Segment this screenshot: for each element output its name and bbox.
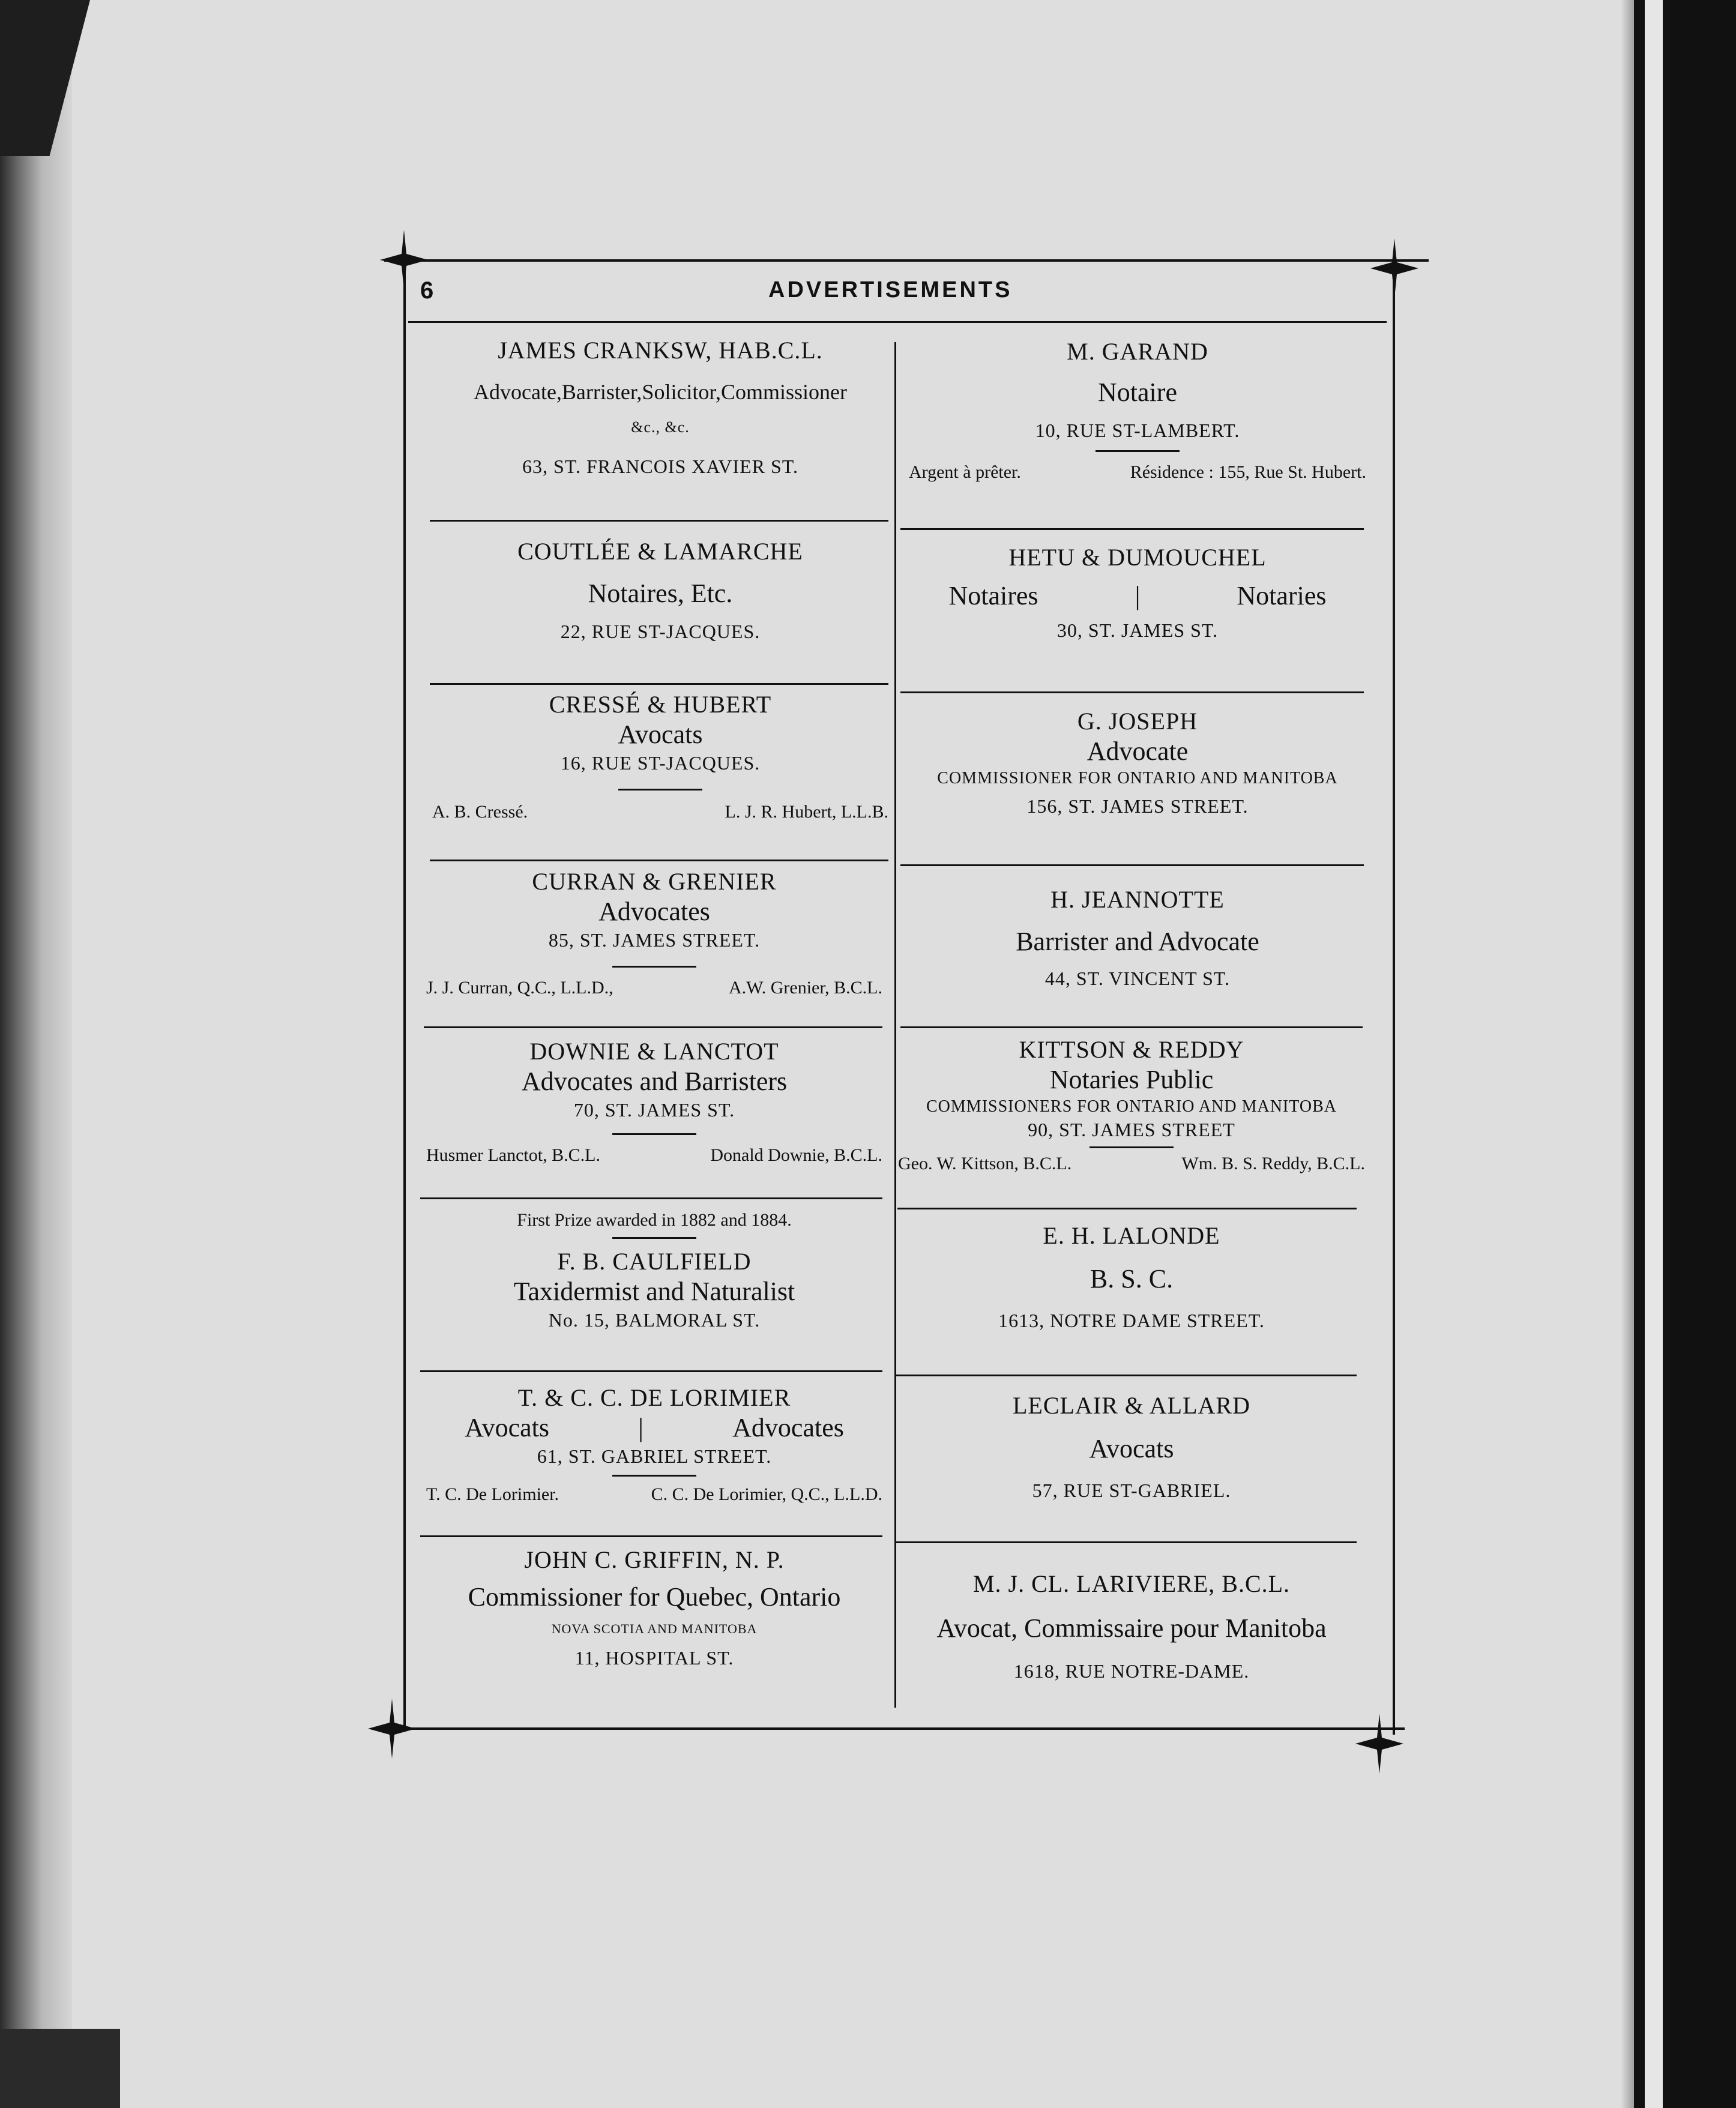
ad-name: E. H. LALONDE	[1043, 1222, 1220, 1249]
ad-title-divider: |	[638, 1413, 643, 1442]
ad-partner-right: C. C. De Lorimier, Q.C., L.L.D.	[651, 1484, 882, 1505]
ad-partners	[894, 1153, 1369, 1175]
ad-title-right: Advocates	[732, 1413, 844, 1442]
header-rule	[408, 321, 1387, 323]
ad-address: 85, ST. JAMES STREET.	[548, 929, 761, 951]
ad-title-divider: |	[1135, 581, 1141, 610]
ad-partner-left: Husmer Lanctot, B.C.L.	[426, 1145, 600, 1166]
ad-cranksw	[426, 336, 894, 480]
ad-title: Notaire	[1098, 378, 1177, 407]
scan-left-edge	[0, 0, 72, 2108]
ad-title-left: Avocats	[465, 1413, 549, 1442]
ad-address: 30, ST. JAMES ST.	[1056, 619, 1219, 641]
ad-address: 63, ST. FRANCOIS XAVIER ST.	[522, 455, 798, 477]
scan-bottom-left-dark	[0, 2029, 120, 2108]
ad-line: Advocate,Barrister,Solicitor,Commissioner	[473, 380, 847, 404]
ad-name: G. JOSEPH	[1077, 708, 1198, 735]
ad-separator	[420, 1370, 882, 1372]
ad-address: No. 15, BALMORAL ST.	[548, 1308, 761, 1331]
ad-curran	[420, 867, 888, 999]
ad-address: 156, ST. JAMES STREET.	[1026, 795, 1249, 818]
ad-address: 61, ST. GABRIEL STREET.	[537, 1445, 772, 1467]
ad-address: 57, RUE ST-GABRIEL.	[1032, 1479, 1231, 1501]
ad-short-rule	[612, 966, 696, 968]
scan-right-fold	[1621, 0, 1635, 2108]
ad-partner-left: J. J. Curran, Q.C., L.L.D.,	[426, 978, 613, 998]
ad-name: HETU & DUMOUCHEL	[1008, 544, 1267, 571]
ad-name: CRESSÉ & HUBERT	[549, 691, 772, 718]
ad-downie	[420, 1037, 888, 1166]
ad-caulfield	[420, 1209, 888, 1333]
ad-partners	[420, 1145, 888, 1166]
ad-joseph	[900, 707, 1375, 819]
ad-name: T. & C. C. DE LORIMIER	[517, 1384, 791, 1411]
ad-partners	[900, 462, 1375, 483]
scan-left-dark-corner	[0, 0, 90, 156]
ad-name: M. GARAND	[1067, 338, 1208, 365]
ad-partner-left: A. B. Cressé.	[432, 802, 528, 822]
ad-address: 1613, NOTRE DAME STREET.	[998, 1309, 1265, 1331]
ad-coutlee	[426, 537, 894, 644]
ad-address: 16, RUE ST-JACQUES.	[560, 751, 761, 774]
ad-note-left: Argent à prêter.	[909, 462, 1021, 483]
ad-title: Notaries Public	[1049, 1065, 1214, 1094]
ad-leclair	[894, 1391, 1369, 1503]
ad-partner-right: A.W. Grenier, B.C.L.	[729, 978, 882, 998]
ad-title: Advocates and Barristers	[521, 1067, 788, 1096]
ad-title-row	[420, 1412, 888, 1444]
ad-partners	[420, 1484, 888, 1505]
ad-short-rule	[612, 1475, 696, 1477]
ad-name: JOHN C. GRIFFIN, N. P.	[524, 1546, 785, 1573]
ad-address: 10, RUE ST-LAMBERT.	[1035, 419, 1240, 441]
ad-partner-right: L. J. R. Hubert, L.L.B.	[725, 802, 888, 822]
ad-separator	[430, 860, 888, 861]
ad-short-rule	[1096, 450, 1180, 452]
ad-garand	[900, 337, 1375, 483]
ad-title-left: Notaires	[948, 581, 1038, 610]
page-heading: ADVERTISEMENTS	[768, 277, 1013, 303]
ad-title: Avocats	[1089, 1434, 1174, 1463]
ad-address: 22, RUE ST-JACQUES.	[560, 620, 761, 642]
ad-title: Commissioner for Quebec, Ontario	[468, 1582, 841, 1612]
ad-title-row	[900, 580, 1375, 612]
frame-bottom-line	[372, 1727, 1405, 1730]
ad-jeannotte	[900, 885, 1375, 991]
ad-line: COMMISSIONERS FOR ONTARIO AND MANITOBA	[926, 1097, 1337, 1116]
corner-ornament-bottom-right	[1352, 1711, 1406, 1777]
ad-title: B. S. C.	[1090, 1264, 1174, 1293]
ad-lorimier	[420, 1384, 888, 1505]
ad-short-rule	[618, 789, 702, 790]
ad-separator	[420, 1535, 882, 1537]
ad-short-rule	[612, 1133, 696, 1135]
frame-right-line	[1393, 258, 1395, 1735]
ad-note-right: Résidence : 155, Rue St. Hubert.	[1130, 462, 1366, 483]
corner-ornament-bottom-left	[365, 1696, 419, 1762]
ad-name: CURRAN & GRENIER	[532, 868, 777, 895]
ad-title: Barrister and Advocate	[1016, 927, 1259, 956]
ad-short-rule	[1090, 1146, 1174, 1148]
ad-name: JAMES CRANKSW, HAB.C.L.	[498, 337, 823, 364]
ad-partners	[420, 977, 888, 999]
ad-name: DOWNIE & LANCTOT	[529, 1038, 779, 1065]
ad-separator	[900, 1026, 1363, 1028]
ad-partner-left: T. C. De Lorimier.	[426, 1484, 559, 1505]
ad-separator	[430, 683, 888, 685]
frame-top-line	[384, 259, 1429, 262]
ad-address: 70, ST. JAMES ST.	[573, 1098, 735, 1121]
ad-separator	[894, 1541, 1357, 1543]
ad-address: 90, ST. JAMES STREET	[1028, 1119, 1235, 1141]
ad-separator	[430, 520, 888, 522]
ad-griffin	[420, 1546, 888, 1671]
ad-partner-left: Geo. W. Kittson, B.C.L.	[898, 1153, 1072, 1173]
frame-left-line	[403, 264, 406, 1732]
ad-title: Advocate	[1087, 736, 1189, 766]
ad-partners	[426, 801, 894, 823]
ad-separator	[420, 1197, 882, 1199]
ad-separator	[424, 1026, 882, 1028]
scan-right-strip	[1645, 0, 1663, 2108]
ad-line: &c., &c.	[631, 418, 690, 436]
ad-line: NOVA SCOTIA AND MANITOBA	[551, 1621, 758, 1636]
ad-name: LECLAIR & ALLARD	[1013, 1392, 1250, 1419]
ad-name: H. JEANNOTTE	[1050, 886, 1225, 913]
ad-address: 11, HOSPITAL ST.	[574, 1647, 734, 1669]
ad-name: M. J. CL. LARIVIERE, B.C.L.	[972, 1570, 1291, 1597]
ad-name: F. B. CAULFIELD	[557, 1248, 752, 1275]
ad-lariviere	[894, 1570, 1369, 1684]
ad-title: Avocat, Commissaire pour Manitoba	[936, 1613, 1327, 1643]
ad-name: KITTSON & REDDY	[1019, 1036, 1244, 1063]
ad-short-rule	[612, 1237, 696, 1239]
ad-separator	[900, 691, 1364, 693]
ad-separator	[894, 1375, 1357, 1376]
ad-title: Notaires, Etc.	[588, 579, 733, 608]
ad-address: 1618, RUE NOTRE-DAME.	[1013, 1660, 1250, 1682]
ad-title: Taxidermist and Naturalist	[513, 1277, 795, 1306]
ad-title: Avocats	[618, 720, 703, 749]
ad-cresse	[426, 690, 894, 823]
ad-separator	[900, 864, 1364, 866]
ad-line: COMMISSIONER FOR ONTARIO AND MANITOBA	[937, 768, 1338, 787]
ad-title: Advocates	[598, 897, 710, 926]
ad-partner-right: Donald Downie, B.C.L.	[710, 1145, 882, 1166]
ad-separator	[897, 1208, 1357, 1209]
ad-name: COUTLÉE & LAMARCHE	[517, 538, 803, 565]
ad-kittson	[894, 1035, 1369, 1175]
ad-address: 44, ST. VINCENT ST.	[1044, 967, 1231, 989]
ad-hetu	[900, 543, 1375, 643]
page-number: 6	[420, 277, 434, 304]
ad-separator	[900, 528, 1364, 530]
ad-title-right: Notaries	[1237, 581, 1327, 610]
ad-partner-right: Wm. B. S. Reddy, B.C.L.	[1181, 1153, 1365, 1173]
ad-lalonde	[894, 1221, 1369, 1333]
corner-ornament-top-right	[1367, 235, 1421, 301]
ad-line: First Prize awarded in 1882 and 1884.	[517, 1210, 792, 1230]
